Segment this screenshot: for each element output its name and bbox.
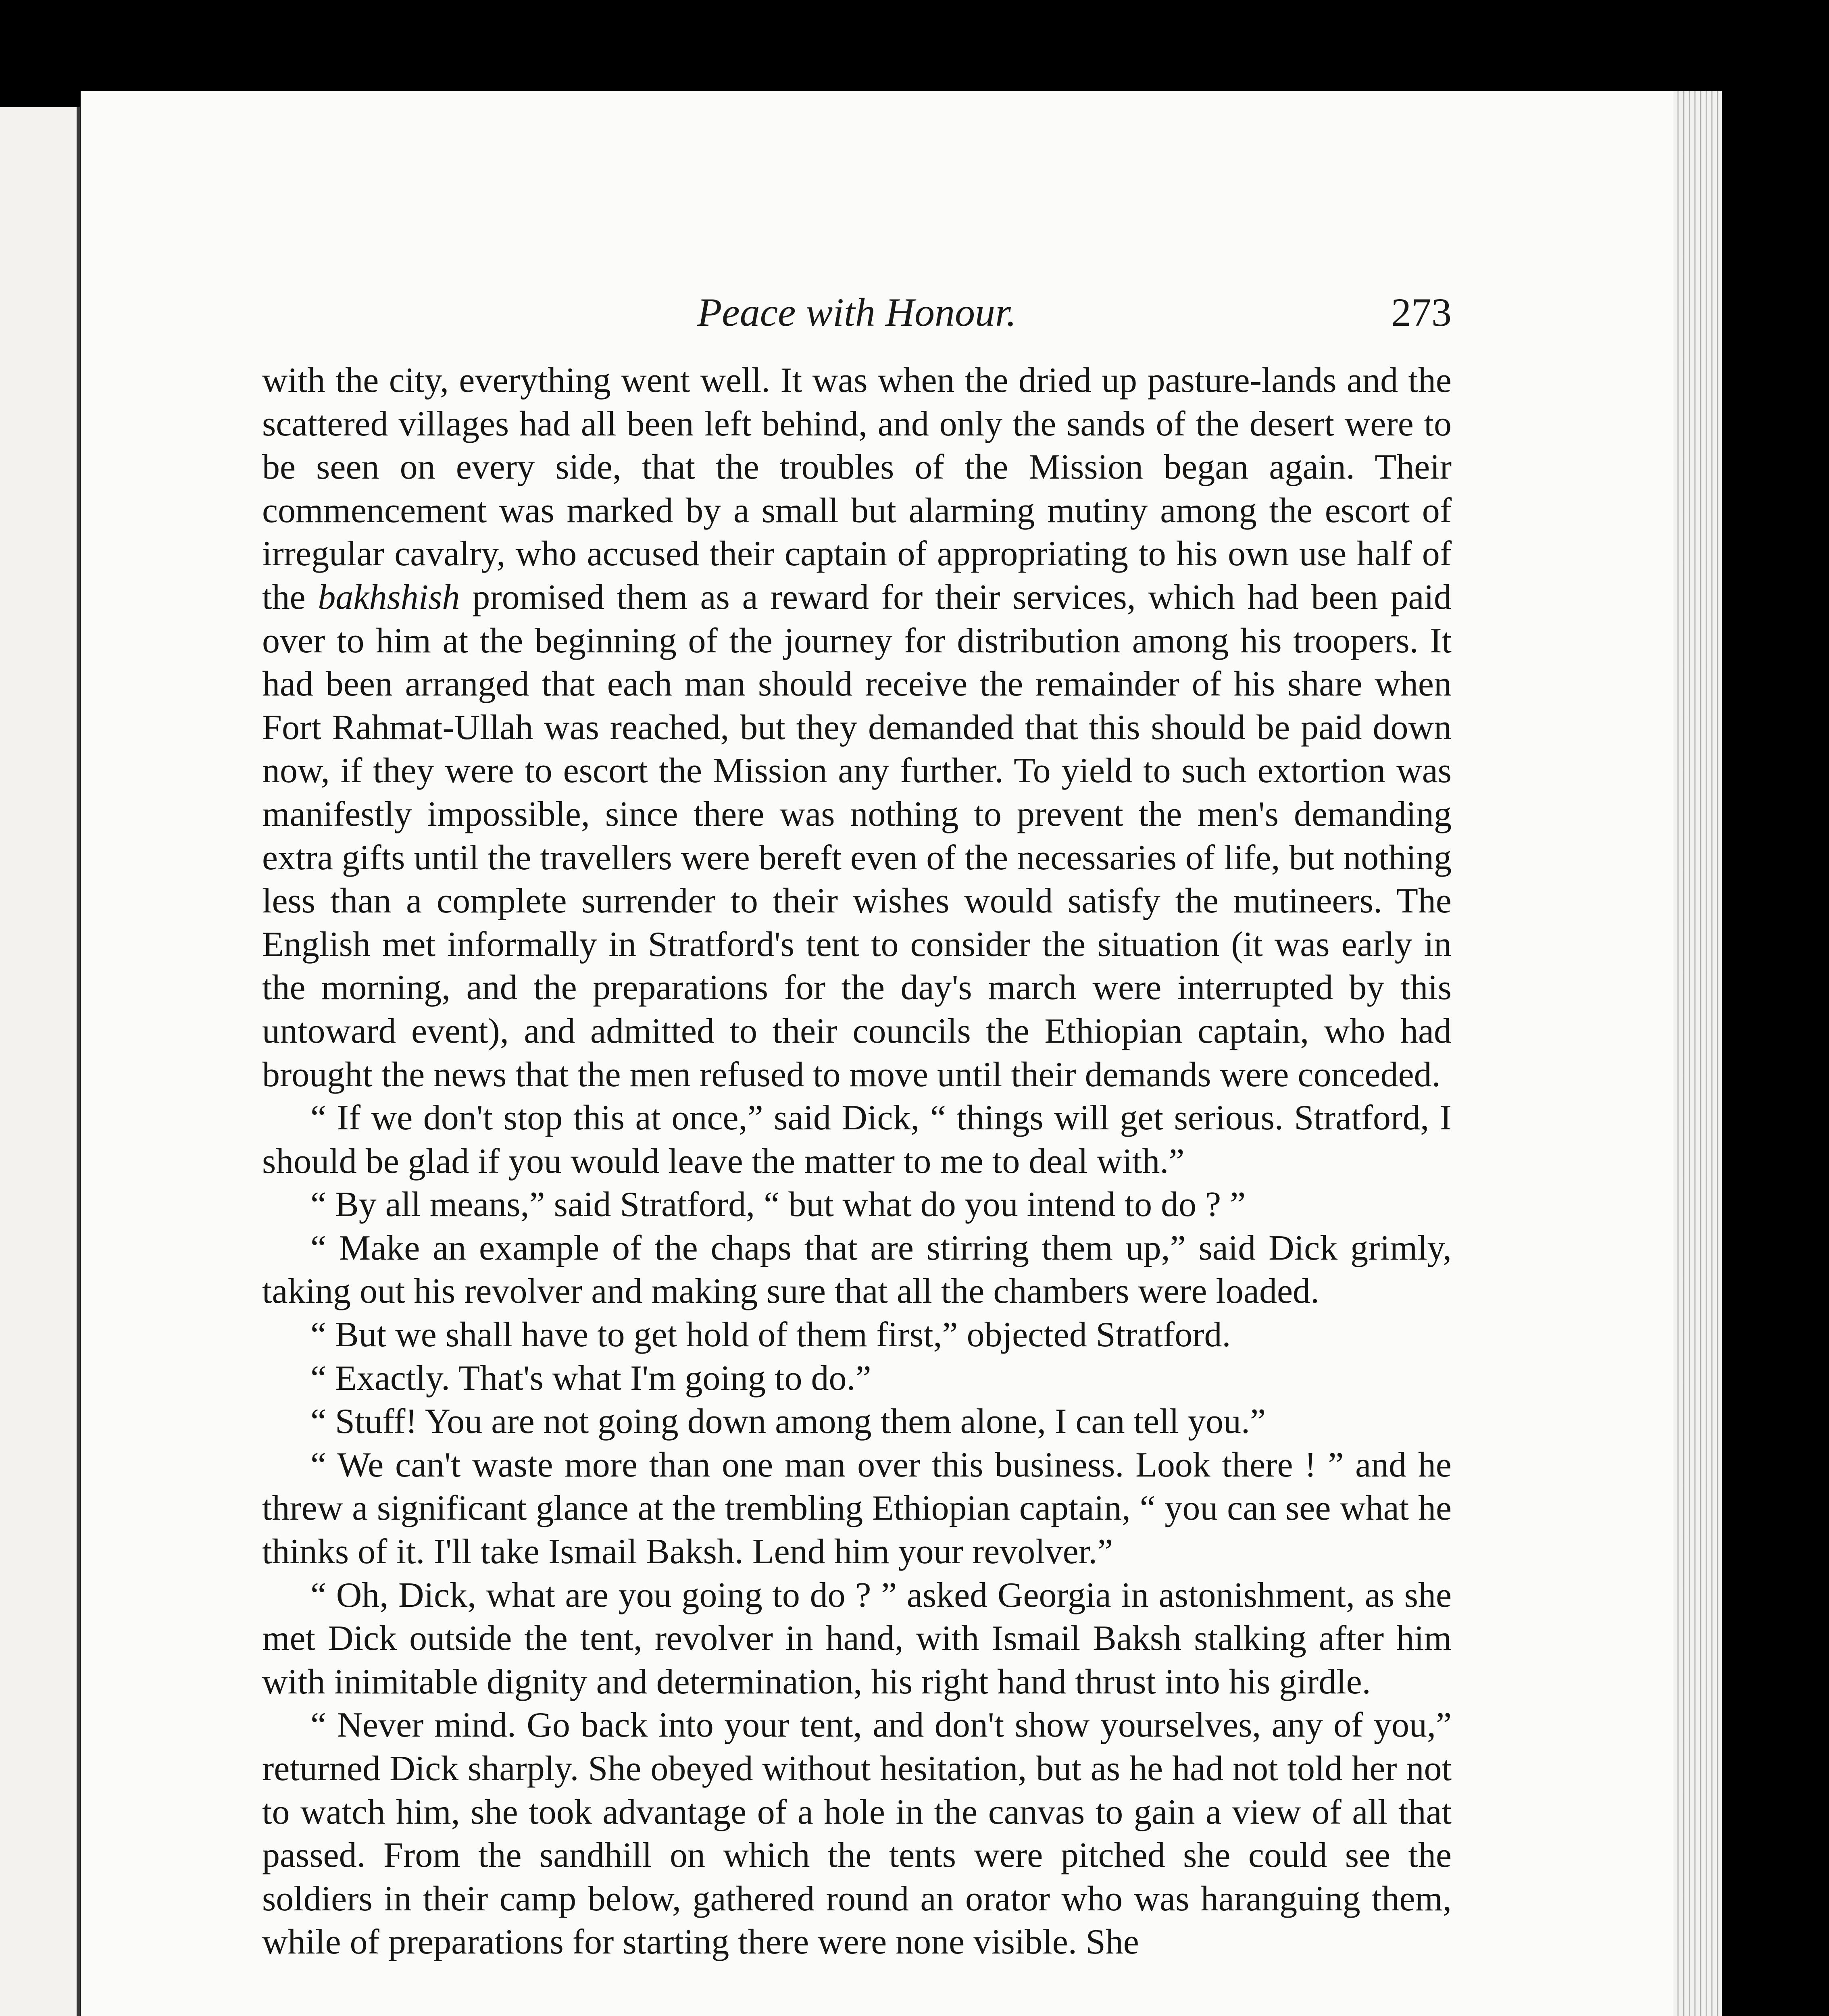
- paragraph: “ Never mind. Go back into your tent, and don't show yourselves, any of you,” returned Dick sharply. She obeyed without hesitation, but as he had not told her not to watch him, she took advantage of a hole in the canvas to gain a view of all that passed. From the sandhill on which the tents were pitched she could see the soldiers in their camp below, gathered round an orator who was haranguing them, while of preparations for starting there were none visible. She: [262, 1706, 1452, 1962]
- paragraph: “ Stuff! You are not going down among them alone, I can tell you.”: [310, 1402, 1266, 1441]
- facing-page-edge: [0, 107, 80, 2016]
- paragraph: “ If we don't stop this at once,” said Dick, “ things will get serious. Stratford, I should be glad if you would leave the matter to me to deal with.”: [262, 1098, 1452, 1181]
- running-title: Peace with Honour.: [697, 290, 1017, 335]
- page-stack-edges: [1673, 91, 1722, 2016]
- paragraph-text: promised them as a reward for their services, which had been paid over to him at the beginning of the journey for distribution among his troopers. It had been arranged that each man should receive the remainder of his share when Fort Rahmat-Ullah was reached, but they demanded that this should be paid down now, if they were to escort the Mission any further. To yield to such extortion was manifestly impossible, since there was nothing to prevent the men's demanding extra gifts until the travellers were bereft even of the necessaries of life, but nothing less than a complete surrender to their wishes would satisfy the mutineers. The English met informally in Stratford's tent to consider the situation (it was early in the morning, and the preparations for the day's march were interrupted by this untoward event), and admitted to their councils the Ethiopian captain, who had brought the news that the men refused to move until their demands were conceded.: [262, 577, 1452, 1094]
- paragraph: “ We can't waste more than one man over this business. Look there ! ” and he threw a significant glance at the trembling Ethiopian captain, “ you can see what he thinks of it. I'll take Ismail Baksh. Lend him your revolver.”: [262, 1445, 1452, 1572]
- paragraph: “ Make an example of the chaps that are stirring them up,” said Dick grimly, taking out his revolver and making sure that all the chambers were loaded.: [262, 1228, 1452, 1311]
- page-number: 273: [1391, 290, 1452, 335]
- page-header: [262, 282, 1452, 343]
- paragraph: “ Exactly. That's what I'm going to do.”: [310, 1358, 871, 1398]
- italic-word: bakhshish: [318, 577, 460, 617]
- body-text: [262, 359, 1452, 1964]
- paragraph-text: with the city, everything went well. It was when the dried up pasture-lands and the scattered villages had all been left behind, and only the sands of the desert were to be seen on every side, that the troubles of the Mission began again. Their commencement was marked by a small but alarming mutiny among the escort of irregular cavalry, who accused their captain of appropriating to his own use half of the: [262, 361, 1452, 617]
- paragraph: “ By all means,” said Stratford, “ but what do you intend to do ? ”: [310, 1185, 1246, 1225]
- paragraph: “ But we shall have to get hold of them first,” objected Stratford.: [310, 1315, 1231, 1355]
- paragraph: [262, 359, 1452, 1096]
- paragraph: “ Oh, Dick, what are you going to do ? ” asked Georgia in astonishment, as she met Dick outside the tent, revolver in hand, with Ismail Baksh stalking after him with inimitable dignity and determination, his right hand thrust into his girdle.: [262, 1575, 1452, 1702]
